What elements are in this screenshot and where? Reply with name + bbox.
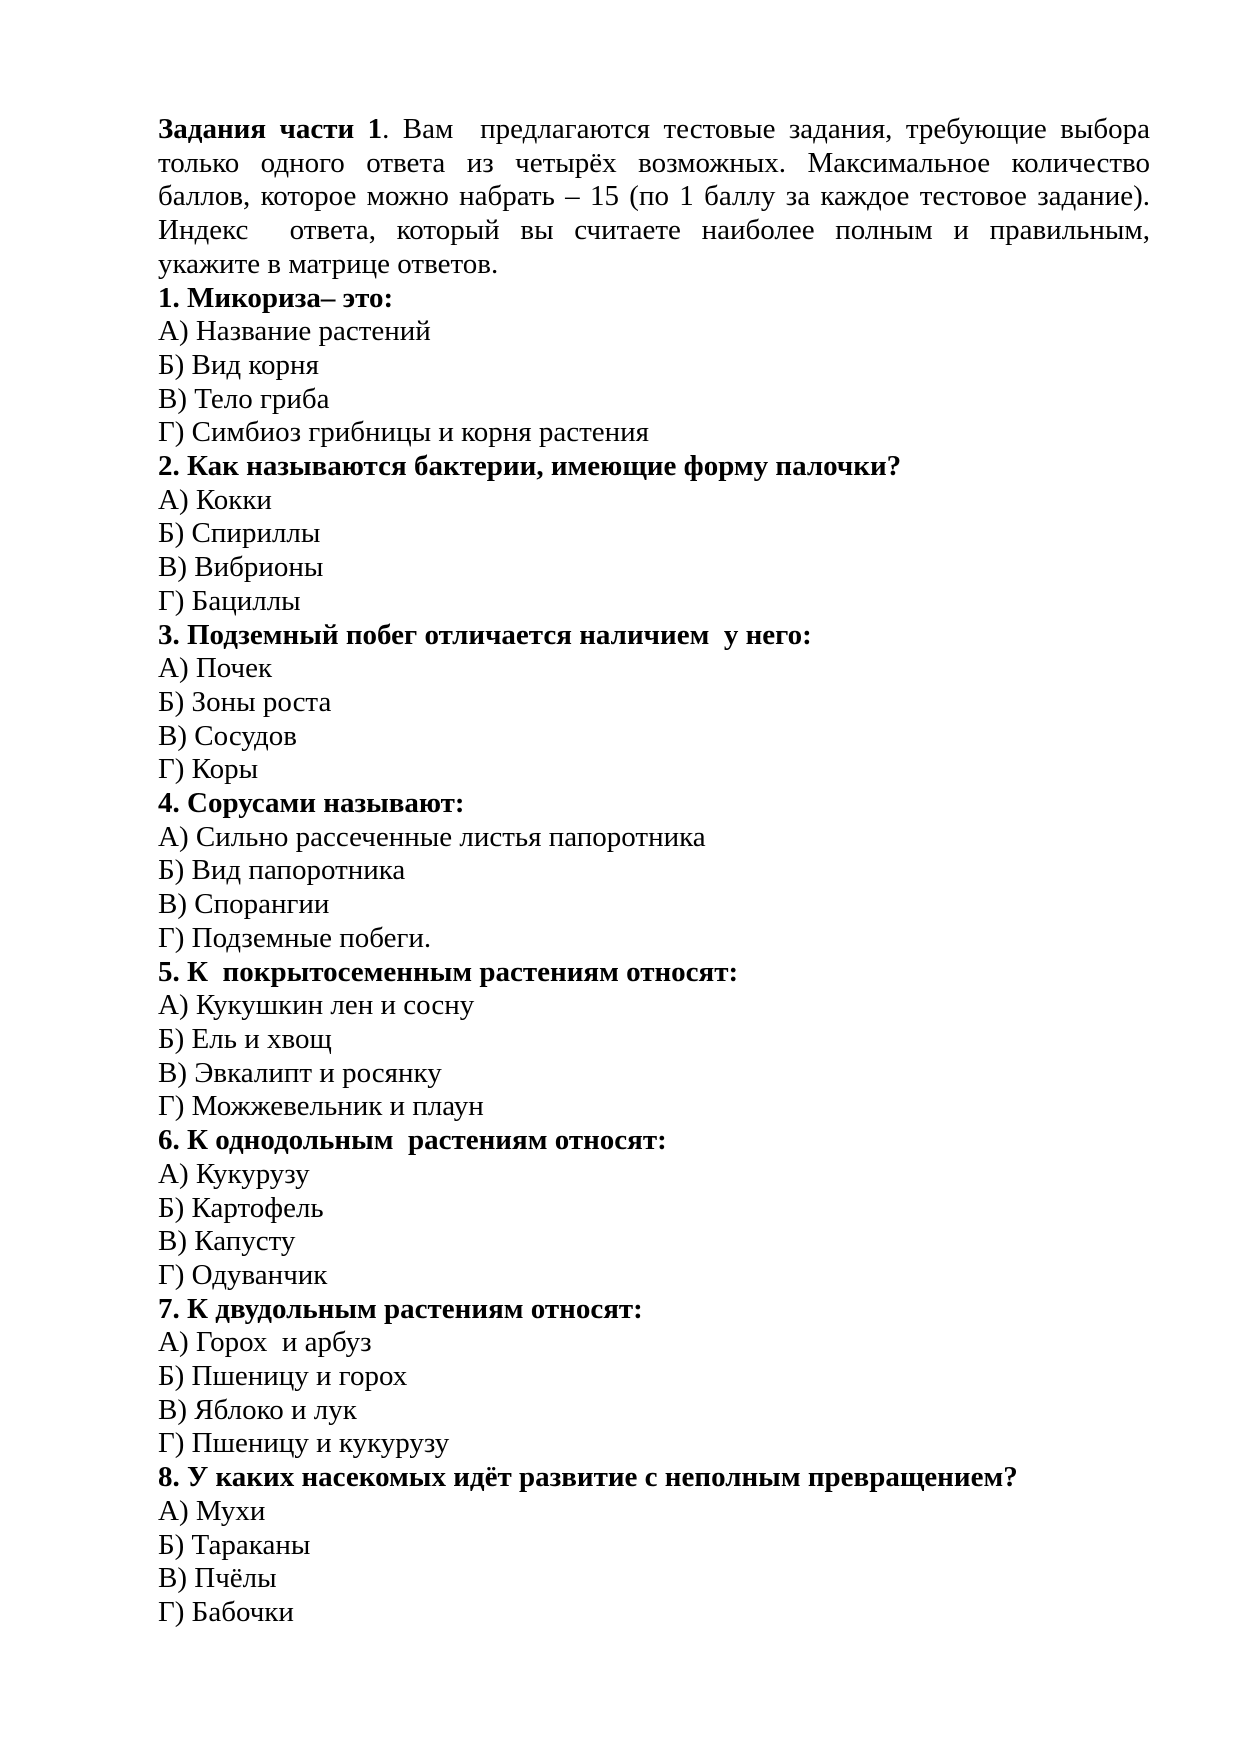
intro-line-4: Индекс ответа, который вы считаете наиболее полным и правильным, xyxy=(158,214,1150,247)
question-5-option-b: Б) Ель и хвощ xyxy=(158,1022,332,1055)
question-6-option-v: В) Капусту xyxy=(158,1225,296,1258)
intro-line-2: только одного ответа из четырёх возможных. Максимальное количество xyxy=(158,146,1150,179)
document-content xyxy=(158,113,1150,1630)
question-3-option-b: Б) Зоны роста xyxy=(158,685,332,718)
question-3-option-a: А) Почек xyxy=(158,652,273,685)
question-5-option-v: В) Эвкалипт и росянку xyxy=(158,1056,442,1089)
question-6-option-b: Б) Картофель xyxy=(158,1191,324,1224)
question-7 xyxy=(158,1293,1150,1462)
question-7-title: 7. К двудольным растениям относят: xyxy=(158,1292,643,1325)
question-4-option-v: В) Спорангии xyxy=(158,888,330,921)
question-6-option-g: Г) Одуванчик xyxy=(158,1258,328,1291)
intro-line-1 xyxy=(158,113,1150,147)
question-3-option-g: Г) Коры xyxy=(158,753,259,786)
question-2-title: 2. Как называются бактерии, имеющие форму палочки? xyxy=(158,450,902,483)
question-8 xyxy=(158,1461,1150,1630)
question-1-option-b: Б) Вид корня xyxy=(158,348,319,381)
question-2-option-b: Б) Спириллы xyxy=(158,517,321,550)
question-1 xyxy=(158,282,1150,451)
question-4-option-g: Г) Подземные побеги. xyxy=(158,921,432,954)
intro-paragraph xyxy=(158,113,1150,282)
question-5-option-a: А) Кукушкин лен и сосну xyxy=(158,989,475,1022)
question-8-option-b: Б) Тараканы xyxy=(158,1528,311,1561)
question-2 xyxy=(158,450,1150,619)
question-8-option-a: А) Мухи xyxy=(158,1494,266,1527)
question-6-option-a: А) Кукурузу xyxy=(158,1157,310,1190)
question-7-option-b: Б) Пшеницу и горох xyxy=(158,1360,408,1393)
question-7-option-a: А) Горох и арбуз xyxy=(158,1326,372,1359)
question-6 xyxy=(158,1124,1150,1293)
question-1-option-v: В) Тело гриба xyxy=(158,382,330,415)
question-2-option-v: В) Вибрионы xyxy=(158,551,324,584)
question-3-option-v: В) Сосудов xyxy=(158,719,297,752)
question-2-option-g: Г) Бациллы xyxy=(158,584,301,617)
question-4-title: 4. Сорусами называют: xyxy=(158,787,465,820)
question-4-option-a: А) Сильно рассеченные листья папоротника xyxy=(158,820,706,853)
question-5 xyxy=(158,956,1150,1125)
question-6-title: 6. К однодольным растениям относят: xyxy=(158,1124,667,1157)
question-2-option-a: А) Кокки xyxy=(158,483,272,516)
question-7-option-v: В) Яблоко и лук xyxy=(158,1393,357,1426)
question-7-option-g: Г) Пшеницу и кукурузу xyxy=(158,1427,450,1460)
question-1-option-a: А) Название растений xyxy=(158,315,431,348)
question-4-option-b: Б) Вид папоротника xyxy=(158,854,406,887)
question-4 xyxy=(158,787,1150,956)
question-8-option-g: Г) Бабочки xyxy=(158,1595,294,1628)
intro-line-3: баллов, которое можно набрать – 15 (по 1 баллу за каждое тестовое задание). xyxy=(158,180,1150,213)
question-1-title: 1. Микориза– это: xyxy=(158,281,394,314)
question-1-option-g: Г) Симбиоз грибницы и корня растения xyxy=(158,416,649,449)
question-3-title: 3. Подземный побег отличается наличием у него: xyxy=(158,618,812,651)
question-8-title: 8. У каких насекомых идёт развитие с неполным превращением? xyxy=(158,1461,1018,1494)
question-3 xyxy=(158,619,1150,788)
intro-line-5: укажите в матрице ответов. xyxy=(158,247,499,280)
intro-line-1-rest: . Вам предлагаются тестовые задания, требующие выбора xyxy=(382,113,1150,145)
intro-lead-bold: Задания части 1 xyxy=(158,113,383,145)
question-8-option-v: В) Пчёлы xyxy=(158,1562,277,1595)
question-5-option-g: Г) Можжевельник и плаун xyxy=(158,1090,484,1123)
question-5-title: 5. К покрытосеменным растениям относят: xyxy=(158,955,739,988)
